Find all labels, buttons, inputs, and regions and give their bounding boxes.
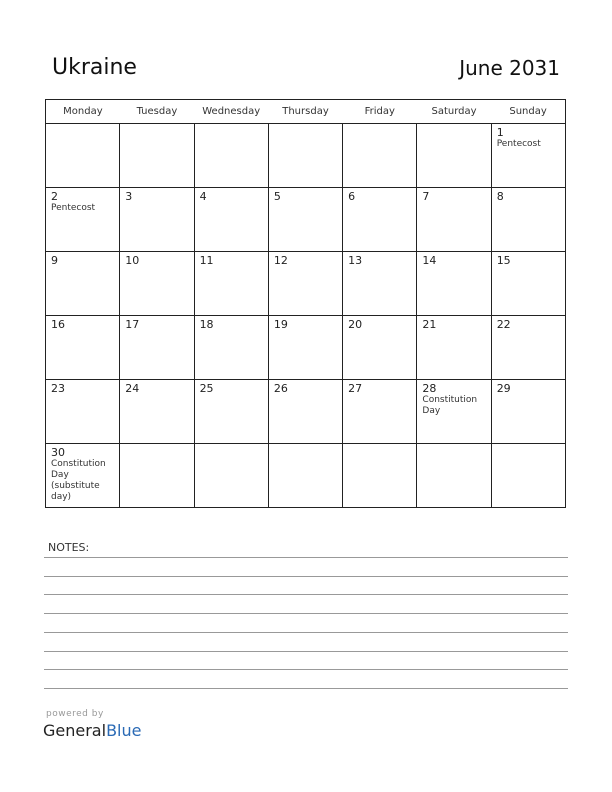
weekday-tuesday: Tuesday (120, 100, 194, 124)
weekday-thursday: Thursday (268, 100, 342, 124)
day-number: 25 (199, 382, 214, 395)
generalblue-logo[interactable] (43, 721, 141, 740)
day-cell[interactable] (194, 188, 268, 252)
notes-line (44, 651, 568, 652)
day-number: 30 (51, 446, 65, 459)
day-cell[interactable] (491, 124, 565, 188)
month-title: June 2031 (459, 56, 560, 80)
day-cell[interactable] (268, 124, 342, 188)
weekday-saturday: Saturday (417, 100, 491, 124)
day-number: 22 (496, 318, 511, 331)
day-number: 15 (496, 254, 511, 267)
weekday-wednesday: Wednesday (194, 100, 268, 124)
notes-line (44, 669, 568, 670)
day-number: 9 (51, 254, 58, 267)
day-cell[interactable] (417, 252, 491, 316)
day-cell[interactable] (194, 444, 268, 508)
day-number: 3 (125, 190, 133, 203)
weekday-header-row (46, 100, 566, 124)
day-number: 26 (273, 382, 288, 395)
day-cell[interactable] (491, 252, 565, 316)
day-number: 14 (422, 254, 437, 267)
weekday-monday: Monday (46, 100, 120, 124)
notes-line (44, 557, 568, 558)
day-cell[interactable] (491, 444, 565, 508)
day-cell[interactable] (343, 252, 417, 316)
day-number: 18 (199, 318, 214, 331)
day-cell[interactable] (268, 380, 342, 444)
day-number: 28 (422, 382, 437, 395)
day-cell[interactable] (46, 380, 120, 444)
day-cell[interactable] (46, 188, 120, 252)
day-cell[interactable] (194, 252, 268, 316)
day-cell[interactable] (268, 252, 342, 316)
notes-line (44, 632, 568, 633)
day-cell[interactable] (120, 316, 194, 380)
day-number: 29 (496, 382, 511, 395)
day-number: 8 (496, 190, 504, 203)
notes-line (44, 613, 568, 614)
notes-line (44, 688, 568, 689)
day-number: 6 (348, 190, 356, 203)
day-cell[interactable] (417, 124, 491, 188)
notes-line (44, 576, 568, 577)
week-row (46, 252, 566, 316)
day-number: 1 (496, 126, 504, 139)
day-number: 17 (125, 318, 140, 331)
day-number: 4 (199, 190, 207, 203)
day-cell[interactable] (46, 252, 120, 316)
day-cell[interactable] (46, 316, 120, 380)
day-cell[interactable] (417, 380, 491, 444)
calendar-grid (45, 99, 566, 508)
day-number: 13 (348, 254, 363, 267)
country-title: Ukraine (52, 55, 137, 80)
holiday-label: Constitution Day (substitute day) (51, 459, 106, 502)
holiday-label: Pentecost (51, 203, 96, 213)
day-cell[interactable] (120, 252, 194, 316)
day-cell[interactable] (343, 124, 417, 188)
notes-line (44, 594, 568, 595)
week-row (46, 380, 566, 444)
day-cell[interactable] (120, 124, 194, 188)
day-cell[interactable] (343, 380, 417, 444)
day-cell[interactable] (194, 380, 268, 444)
day-number: 21 (422, 318, 437, 331)
week-row (46, 124, 566, 188)
week-row (46, 188, 566, 252)
day-cell[interactable] (46, 124, 120, 188)
powered-by-text: powered by (46, 709, 104, 719)
week-row (46, 316, 566, 380)
day-cell[interactable] (268, 316, 342, 380)
day-cell[interactable] (491, 380, 565, 444)
day-number: 19 (273, 318, 288, 331)
day-cell[interactable] (120, 444, 194, 508)
day-cell[interactable] (194, 316, 268, 380)
weekday-friday: Friday (343, 100, 417, 124)
day-number: 12 (273, 254, 288, 267)
day-cell[interactable] (343, 316, 417, 380)
day-number: 24 (125, 382, 140, 395)
day-number: 10 (125, 254, 140, 267)
brand-blue: Blue (106, 721, 142, 740)
day-cell[interactable] (417, 188, 491, 252)
day-cell[interactable] (491, 316, 565, 380)
day-number: 2 (51, 190, 58, 203)
day-cell[interactable] (417, 316, 491, 380)
day-number: 23 (51, 382, 65, 395)
day-number: 5 (273, 190, 281, 203)
day-cell[interactable] (268, 188, 342, 252)
day-number: 16 (51, 318, 65, 331)
day-cell[interactable] (268, 444, 342, 508)
day-cell[interactable] (417, 444, 491, 508)
day-number: 20 (348, 318, 363, 331)
brand-general: General (43, 721, 107, 740)
day-cell[interactable] (120, 380, 194, 444)
holiday-label: Constitution Day (422, 395, 478, 416)
notes-label: NOTES: (48, 541, 90, 554)
day-cell[interactable] (343, 188, 417, 252)
day-cell[interactable] (343, 444, 417, 508)
day-cell[interactable] (491, 188, 565, 252)
holiday-label: Pentecost (496, 139, 541, 149)
day-cell[interactable] (120, 188, 194, 252)
day-number: 27 (348, 382, 363, 395)
day-cell[interactable] (194, 124, 268, 188)
weekday-sunday: Sunday (491, 100, 565, 124)
day-number: 11 (199, 254, 214, 267)
day-cell[interactable] (46, 444, 120, 508)
day-number: 7 (422, 190, 430, 203)
week-row (46, 444, 566, 508)
